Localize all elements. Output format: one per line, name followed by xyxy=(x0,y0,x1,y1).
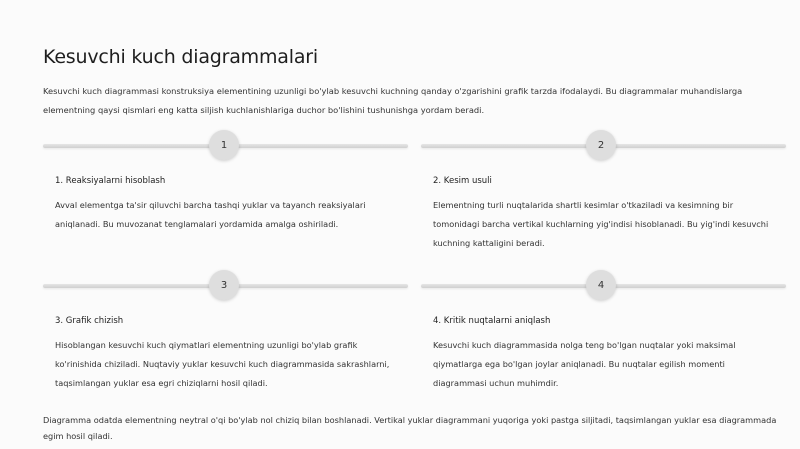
intro-paragraph: Kesuvchi kuch diagrammasi konstruksiya elementining uzunligi bo'ylab kesuvchi kuchning qanday o'zgarishini grafik tarzda ifodalaydi. Bu diagrammalar muhandislarga elementning qaysi qismlari eng katta siljish kuchlanishlariga duchor bo'lishini tushunishga yordam beradi. xyxy=(43,86,743,115)
step-2-body: Elementning turli nuqtalarida shartli kesimlar o'tkaziladi va kesimning bir tomonidagi barcha vertikal kuchlarning yig'indisi hisoblanadi. Bu yig'indi kesuvchi kuchning kattaligini beradi. xyxy=(433,200,769,248)
step-2-title: 2. Kesim usuli xyxy=(433,176,492,186)
step-1-number-badge: 1 xyxy=(209,130,239,160)
step-3-number-badge: 3 xyxy=(209,270,239,300)
step-3-title: 3. Grafik chizish xyxy=(55,316,124,326)
step-4-body: Kesuvchi kuch diagrammasida nolga teng bo'lgan nuqtalar yoki maksimal qiymatlarga ega bo'lgan joylar aniqlanadi. Bu nuqtalar egilish momenti diagrammasi uchun muhimdir. xyxy=(433,340,736,388)
page-title: Kesuvchi kuch diagrammalari xyxy=(43,45,318,68)
step-1-body: Avval elementga ta'sir qiluvchi barcha tashqi yuklar va tayanch reaksiyalari aniqlanadi. Bu muvozanat tenglamalari yordamida amalga oshiriladi. xyxy=(55,200,366,229)
step-3-body: Hisoblangan kesuvchi kuch qiymatlari elementning uzunligi bo'ylab grafik ko'rinishida chiziladi. Nuqtaviy yuklar kesuvchi kuch diagrammasida sakrashlarni, taqsimlangan yuklar esa egri chiziqlarni hosil qiladi. xyxy=(55,340,390,388)
step-4-title: 4. Kritik nuqtalarni aniqlash xyxy=(433,316,551,326)
step-1-title: 1. Reaksiyalarni hisoblash xyxy=(55,176,166,186)
step-4-number-badge: 4 xyxy=(586,270,616,300)
step-2-number-badge: 2 xyxy=(586,130,616,160)
footer-paragraph: Diagramma odatda elementning neytral o'qi bo'ylab nol chiziq bilan boshlanadi. Vertikal yuklar diagrammani yuqoriga yoki pastga siljitadi, taqsimlangan yuklar esa diagrammada egim hosil qiladi. xyxy=(43,415,777,441)
